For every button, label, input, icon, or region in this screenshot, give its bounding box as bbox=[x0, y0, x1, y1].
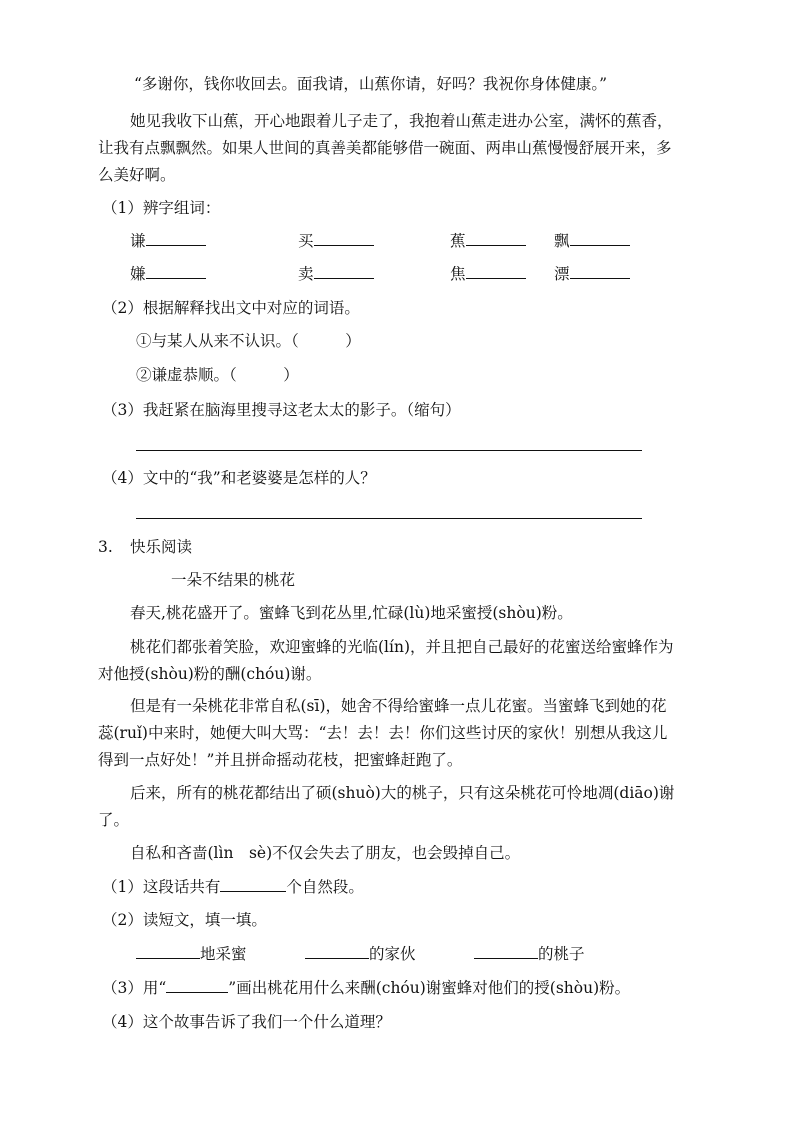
answer-blank[interactable] bbox=[314, 264, 374, 279]
story-paragraph-cont: 对他授(shòu)粉的酬(chóu)谢。 bbox=[98, 665, 322, 683]
answer-blank[interactable] bbox=[474, 944, 538, 959]
answer-blank[interactable] bbox=[314, 231, 374, 246]
word-pair: 买 bbox=[298, 231, 374, 251]
passage-line: 让我有点飘飘然。如果人世间的真善美都能够借一碗面、两串山蕉慢慢舒展开来，多 bbox=[98, 139, 672, 157]
story-paragraph-cont: 蕊(ruǐ)中来时，她便大叫大骂：“去！去！去！你们这些讨厌的家伙！别想从我这儿 bbox=[98, 724, 668, 742]
question-2-label: （2）根据解释找出文中对应的词语。 bbox=[102, 299, 360, 317]
question-2-item: ②谦虚恭顺。（ ） bbox=[136, 366, 299, 384]
answer-blank[interactable] bbox=[136, 944, 200, 959]
answer-blank[interactable] bbox=[570, 264, 630, 279]
passage-line: 么美好啊。 bbox=[98, 166, 176, 184]
question-2-item: ①与某人从来不认识。（ ） bbox=[136, 332, 361, 350]
fill-item: 地采蜜 bbox=[136, 944, 247, 964]
story-paragraph: 桃花们都张着笑脸，欢迎蜜蜂的光临(lín)，并且把自己最好的花蜜送给蜜蜂作为 bbox=[130, 638, 674, 656]
fill-item: 的家伙 bbox=[305, 944, 416, 964]
answer-line[interactable] bbox=[136, 450, 642, 451]
section3-question-3: （3）用“ ”画出桃花用什么来酬(chóu)谢蜜蜂对他们的授(shòu)粉。 bbox=[102, 979, 631, 997]
section3-question-2: （2）读短文，填一填。 bbox=[102, 911, 267, 929]
word-pair: 漂 bbox=[554, 264, 630, 284]
story-paragraph: 春天,桃花盛开了。蜜蜂飞到花丛里,忙碌(lù)地采蜜授(shòu)粉。 bbox=[130, 604, 573, 622]
answer-blank[interactable] bbox=[466, 231, 526, 246]
section3-question-1: （1）这段话共有 个自然段。 bbox=[102, 878, 364, 896]
word-pair: 谦 bbox=[130, 231, 206, 251]
answer-line[interactable] bbox=[136, 518, 642, 519]
word-pair: 嫌 bbox=[130, 264, 206, 284]
word-pair: 蕉 bbox=[450, 231, 526, 251]
answer-blank[interactable] bbox=[570, 231, 630, 246]
story-paragraph: 后来，所有的桃花都结出了硕(shuò)大的桃子，只有这朵桃花可怜地凋(diāo)谢 bbox=[130, 784, 675, 802]
word-pair: 卖 bbox=[298, 264, 374, 284]
passage-line: 她见我收下山蕉，开心地跟着儿子走了，我抱着山蕉走进办公室，满怀的蕉香， bbox=[130, 112, 673, 130]
answer-blank[interactable] bbox=[305, 944, 369, 959]
story-paragraph: 自私和吝啬(lìn sè)不仅会失去了朋友，也会毁掉自己。 bbox=[130, 844, 521, 862]
fill-item: 的桃子 bbox=[474, 944, 585, 964]
section-number: 3. bbox=[98, 538, 113, 556]
question-3-label: （3）我赶紧在脑海里搜寻这老太太的影子。（缩句） bbox=[102, 401, 461, 419]
answer-blank[interactable] bbox=[146, 264, 206, 279]
story-paragraph: 但是有一朵桃花非常自私(sī)，她舍不得给蜜蜂一点儿花蜜。当蜜蜂飞到她的花 bbox=[130, 697, 667, 715]
passage-line: “多谢你，钱你收回去。面我请，山蕉你请，好吗？我祝你身体健康。” bbox=[134, 75, 608, 93]
section-heading: 快乐阅读 bbox=[130, 538, 193, 556]
section3-question-4: （4）这个故事告诉了我们一个什么道理？ bbox=[102, 1013, 391, 1031]
word-pair: 焦 bbox=[450, 264, 526, 284]
answer-blank[interactable] bbox=[466, 264, 526, 279]
story-paragraph-cont: 得到一点好处！”并且拼命摇动花枝，把蜜蜂赶跑了。 bbox=[98, 751, 463, 769]
story-title: 一朵不结果的桃花 bbox=[171, 571, 296, 589]
underline-marker bbox=[166, 978, 228, 993]
question-1-label: （1）辨字组词： bbox=[102, 199, 221, 217]
word-pair: 飘 bbox=[554, 231, 630, 251]
answer-blank[interactable] bbox=[220, 877, 286, 892]
question-4-label: （4）文中的“我”和老婆婆是怎样的人？ bbox=[102, 469, 376, 487]
story-paragraph-cont: 了。 bbox=[98, 811, 130, 829]
answer-blank[interactable] bbox=[146, 231, 206, 246]
